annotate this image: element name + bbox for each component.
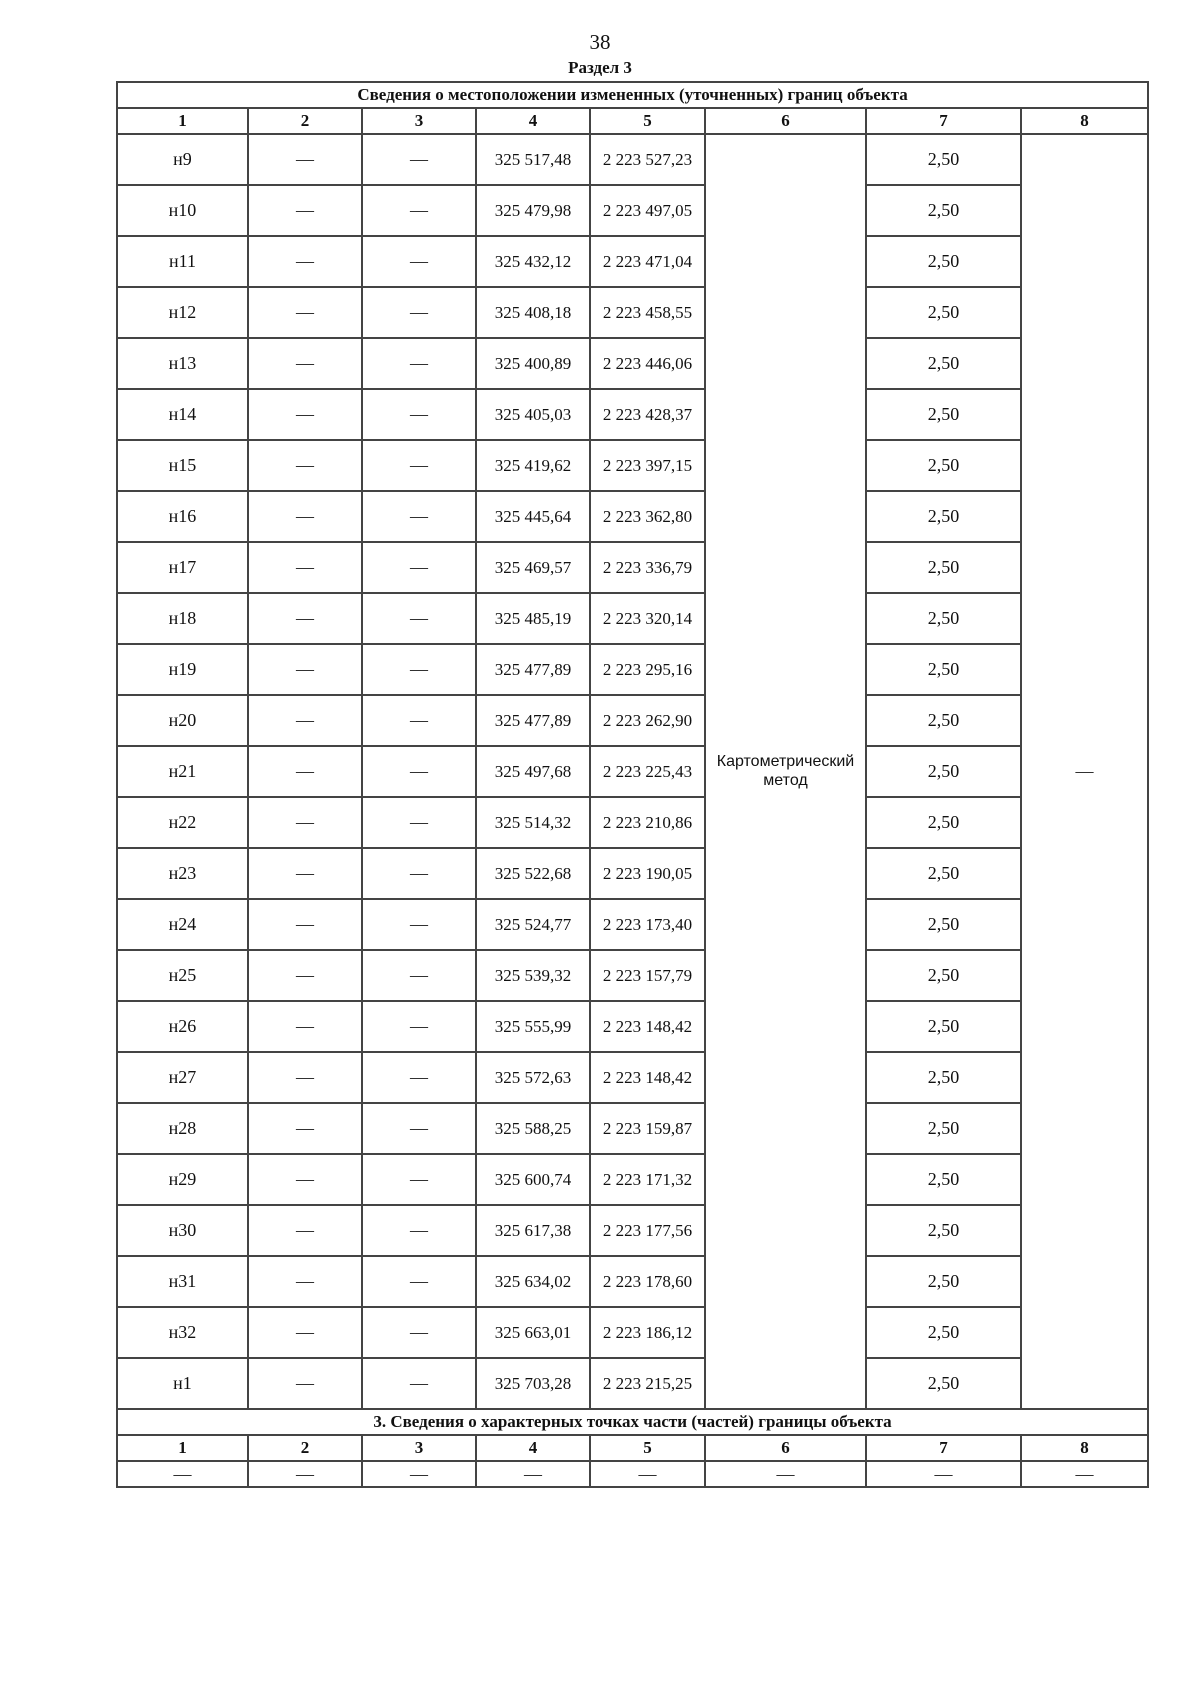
accuracy-cell: 2,50 (866, 746, 1021, 797)
accuracy-cell: 2,50 (866, 185, 1021, 236)
x-coordinate-cell: 325 477,89 (476, 695, 590, 746)
column-number: 4 (476, 108, 590, 134)
point-cell: н13 (117, 338, 248, 389)
x-coordinate-cell: 325 400,89 (476, 338, 590, 389)
x-coordinate-cell: 325 419,62 (476, 440, 590, 491)
cell-col2: — (248, 1307, 362, 1358)
table-row (117, 185, 1148, 236)
subsection-title-row (117, 1409, 1148, 1435)
point-cell: н30 (117, 1205, 248, 1256)
column-number: 5 (590, 1435, 705, 1461)
point-cell: н19 (117, 644, 248, 695)
column-number: 1 (117, 108, 248, 134)
column-number: 4 (476, 1435, 590, 1461)
y-coordinate-cell: 2 223 173,40 (590, 899, 705, 950)
accuracy-cell: 2,50 (866, 1358, 1021, 1409)
x-coordinate-cell: 325 445,64 (476, 491, 590, 542)
point-cell: н22 (117, 797, 248, 848)
cell-col2: — (248, 950, 362, 1001)
y-coordinate-cell: 2 223 215,25 (590, 1358, 705, 1409)
point-cell: н26 (117, 1001, 248, 1052)
point-cell: н9 (117, 134, 248, 185)
cell-col3: — (362, 644, 476, 695)
x-coordinate-cell: 325 524,77 (476, 899, 590, 950)
cell-col2: — (248, 542, 362, 593)
y-coordinate-cell: 2 223 178,60 (590, 1256, 705, 1307)
point-cell: н18 (117, 593, 248, 644)
y-coordinate-cell: 2 223 362,80 (590, 491, 705, 542)
x-coordinate-cell: 325 634,02 (476, 1256, 590, 1307)
accuracy-cell: 2,50 (866, 950, 1021, 1001)
point-cell: н29 (117, 1154, 248, 1205)
empty-cell: — (117, 1461, 248, 1487)
cell-col3: — (362, 950, 476, 1001)
point-cell: н16 (117, 491, 248, 542)
column-number: 6 (705, 1435, 866, 1461)
x-coordinate-cell: 325 522,68 (476, 848, 590, 899)
col8-cell: — (1021, 134, 1148, 1409)
column-number: 8 (1021, 108, 1148, 134)
table-row (117, 797, 1148, 848)
y-coordinate-cell: 2 223 190,05 (590, 848, 705, 899)
point-cell: н31 (117, 1256, 248, 1307)
point-cell: н24 (117, 899, 248, 950)
cell-col3: — (362, 542, 476, 593)
cell-col2: — (248, 1001, 362, 1052)
y-coordinate-cell: 2 223 471,04 (590, 236, 705, 287)
table-title: Сведения о местоположении измененных (уточненных) границ объекта (117, 82, 1148, 108)
cell-col3: — (362, 1052, 476, 1103)
table-row (117, 1001, 1148, 1052)
cell-col2: — (248, 695, 362, 746)
accuracy-cell: 2,50 (866, 1256, 1021, 1307)
cell-col2: — (248, 797, 362, 848)
table-row (117, 236, 1148, 287)
column-number: 3 (362, 1435, 476, 1461)
accuracy-cell: 2,50 (866, 593, 1021, 644)
column-number: 3 (362, 108, 476, 134)
subsection-column-number-row (117, 1435, 1148, 1461)
x-coordinate-cell: 325 588,25 (476, 1103, 590, 1154)
accuracy-cell: 2,50 (866, 236, 1021, 287)
table-row (117, 1103, 1148, 1154)
accuracy-cell: 2,50 (866, 338, 1021, 389)
x-coordinate-cell: 325 572,63 (476, 1052, 590, 1103)
cell-col3: — (362, 338, 476, 389)
cell-col3: — (362, 236, 476, 287)
y-coordinate-cell: 2 223 177,56 (590, 1205, 705, 1256)
empty-cell: — (362, 1461, 476, 1487)
x-coordinate-cell: 325 663,01 (476, 1307, 590, 1358)
column-number: 2 (248, 108, 362, 134)
accuracy-cell: 2,50 (866, 1103, 1021, 1154)
column-number-row (117, 108, 1148, 134)
table-row (117, 440, 1148, 491)
cell-col3: — (362, 1307, 476, 1358)
cell-col2: — (248, 134, 362, 185)
cell-col3: — (362, 1103, 476, 1154)
method-cell: Картометрический метод (705, 134, 866, 1409)
y-coordinate-cell: 2 223 186,12 (590, 1307, 705, 1358)
x-coordinate-cell: 325 405,03 (476, 389, 590, 440)
point-cell: н27 (117, 1052, 248, 1103)
x-coordinate-cell: 325 432,12 (476, 236, 590, 287)
column-number: 6 (705, 108, 866, 134)
y-coordinate-cell: 2 223 159,87 (590, 1103, 705, 1154)
cell-col2: — (248, 236, 362, 287)
cell-col2: — (248, 899, 362, 950)
point-cell: н32 (117, 1307, 248, 1358)
table-row (117, 695, 1148, 746)
cell-col2: — (248, 1358, 362, 1409)
cell-col3: — (362, 134, 476, 185)
cell-col2: — (248, 338, 362, 389)
accuracy-cell: 2,50 (866, 899, 1021, 950)
table-title-row (117, 82, 1148, 108)
x-coordinate-cell: 325 539,32 (476, 950, 590, 1001)
y-coordinate-cell: 2 223 527,23 (590, 134, 705, 185)
table-row (117, 491, 1148, 542)
table-row (117, 1256, 1148, 1307)
column-number: 7 (866, 1435, 1021, 1461)
x-coordinate-cell: 325 479,98 (476, 185, 590, 236)
accuracy-cell: 2,50 (866, 1154, 1021, 1205)
point-cell: н12 (117, 287, 248, 338)
y-coordinate-cell: 2 223 446,06 (590, 338, 705, 389)
accuracy-cell: 2,50 (866, 287, 1021, 338)
column-number: 8 (1021, 1435, 1148, 1461)
table-row (117, 1154, 1148, 1205)
empty-cell: — (476, 1461, 590, 1487)
table-row (117, 899, 1148, 950)
cell-col3: — (362, 1001, 476, 1052)
subsection-title: 3. Сведения о характерных точках части (частей) границы объекта (117, 1409, 1148, 1435)
cell-col3: — (362, 1256, 476, 1307)
x-coordinate-cell: 325 477,89 (476, 644, 590, 695)
x-coordinate-cell: 325 600,74 (476, 1154, 590, 1205)
accuracy-cell: 2,50 (866, 848, 1021, 899)
column-number: 2 (248, 1435, 362, 1461)
table-row (117, 1358, 1148, 1409)
boundary-table (116, 81, 1149, 1488)
y-coordinate-cell: 2 223 458,55 (590, 287, 705, 338)
cell-col3: — (362, 389, 476, 440)
point-cell: н11 (117, 236, 248, 287)
cell-col2: — (248, 593, 362, 644)
table-row (117, 746, 1148, 797)
accuracy-cell: 2,50 (866, 1205, 1021, 1256)
table-row (117, 542, 1148, 593)
point-cell: н28 (117, 1103, 248, 1154)
cell-col2: — (248, 644, 362, 695)
cell-col2: — (248, 185, 362, 236)
table-row (117, 1205, 1148, 1256)
cell-col3: — (362, 1154, 476, 1205)
cell-col3: — (362, 1358, 476, 1409)
table-row (117, 848, 1148, 899)
y-coordinate-cell: 2 223 262,90 (590, 695, 705, 746)
table-row (117, 644, 1148, 695)
cell-col3: — (362, 848, 476, 899)
point-cell: н15 (117, 440, 248, 491)
cell-col2: — (248, 746, 362, 797)
column-number: 7 (866, 108, 1021, 134)
cell-col2: — (248, 1103, 362, 1154)
x-coordinate-cell: 325 555,99 (476, 1001, 590, 1052)
y-coordinate-cell: 2 223 497,05 (590, 185, 705, 236)
y-coordinate-cell: 2 223 225,43 (590, 746, 705, 797)
table-row (117, 389, 1148, 440)
cell-col3: — (362, 491, 476, 542)
accuracy-cell: 2,50 (866, 491, 1021, 542)
point-cell: н23 (117, 848, 248, 899)
cell-col3: — (362, 899, 476, 950)
y-coordinate-cell: 2 223 336,79 (590, 542, 705, 593)
accuracy-cell: 2,50 (866, 440, 1021, 491)
x-coordinate-cell: 325 408,18 (476, 287, 590, 338)
cell-col2: — (248, 1205, 362, 1256)
point-cell: н17 (117, 542, 248, 593)
accuracy-cell: 2,50 (866, 797, 1021, 848)
accuracy-cell: 2,50 (866, 542, 1021, 593)
cell-col3: — (362, 695, 476, 746)
cell-col2: — (248, 848, 362, 899)
cell-col3: — (362, 746, 476, 797)
y-coordinate-cell: 2 223 210,86 (590, 797, 705, 848)
x-coordinate-cell: 325 703,28 (476, 1358, 590, 1409)
cell-col3: — (362, 440, 476, 491)
x-coordinate-cell: 325 617,38 (476, 1205, 590, 1256)
accuracy-cell: 2,50 (866, 1001, 1021, 1052)
y-coordinate-cell: 2 223 428,37 (590, 389, 705, 440)
x-coordinate-cell: 325 485,19 (476, 593, 590, 644)
point-cell: н21 (117, 746, 248, 797)
x-coordinate-cell: 325 497,68 (476, 746, 590, 797)
cell-col3: — (362, 1205, 476, 1256)
y-coordinate-cell: 2 223 320,14 (590, 593, 705, 644)
point-cell: н1 (117, 1358, 248, 1409)
table-row (117, 593, 1148, 644)
subsection-empty-row (117, 1461, 1148, 1487)
cell-col2: — (248, 440, 362, 491)
table-row (117, 287, 1148, 338)
page-number: 38 (589, 30, 611, 54)
y-coordinate-cell: 2 223 148,42 (590, 1001, 705, 1052)
empty-cell: — (590, 1461, 705, 1487)
cell-col2: — (248, 389, 362, 440)
table-row (117, 950, 1148, 1001)
cell-col2: — (248, 1256, 362, 1307)
accuracy-cell: 2,50 (866, 1307, 1021, 1358)
y-coordinate-cell: 2 223 148,42 (590, 1052, 705, 1103)
accuracy-cell: 2,50 (866, 695, 1021, 746)
point-cell: н10 (117, 185, 248, 236)
accuracy-cell: 2,50 (866, 134, 1021, 185)
empty-cell: — (866, 1461, 1021, 1487)
table-row (117, 1307, 1148, 1358)
accuracy-cell: 2,50 (866, 1052, 1021, 1103)
empty-cell: — (248, 1461, 362, 1487)
cell-col2: — (248, 491, 362, 542)
point-cell: н14 (117, 389, 248, 440)
point-cell: н20 (117, 695, 248, 746)
x-coordinate-cell: 325 514,32 (476, 797, 590, 848)
cell-col3: — (362, 593, 476, 644)
accuracy-cell: 2,50 (866, 389, 1021, 440)
column-number: 5 (590, 108, 705, 134)
point-cell: н25 (117, 950, 248, 1001)
x-coordinate-cell: 325 469,57 (476, 542, 590, 593)
y-coordinate-cell: 2 223 295,16 (590, 644, 705, 695)
accuracy-cell: 2,50 (866, 644, 1021, 695)
cell-col3: — (362, 287, 476, 338)
y-coordinate-cell: 2 223 397,15 (590, 440, 705, 491)
empty-cell: — (705, 1461, 866, 1487)
cell-col3: — (362, 797, 476, 848)
column-number: 1 (117, 1435, 248, 1461)
table-row (117, 338, 1148, 389)
cell-col2: — (248, 1154, 362, 1205)
cell-col2: — (248, 287, 362, 338)
y-coordinate-cell: 2 223 171,32 (590, 1154, 705, 1205)
x-coordinate-cell: 325 517,48 (476, 134, 590, 185)
table-row (117, 1052, 1148, 1103)
cell-col3: — (362, 185, 476, 236)
section-title: Раздел 3 (568, 58, 632, 77)
cell-col2: — (248, 1052, 362, 1103)
y-coordinate-cell: 2 223 157,79 (590, 950, 705, 1001)
empty-cell: — (1021, 1461, 1148, 1487)
table-row (117, 134, 1148, 185)
